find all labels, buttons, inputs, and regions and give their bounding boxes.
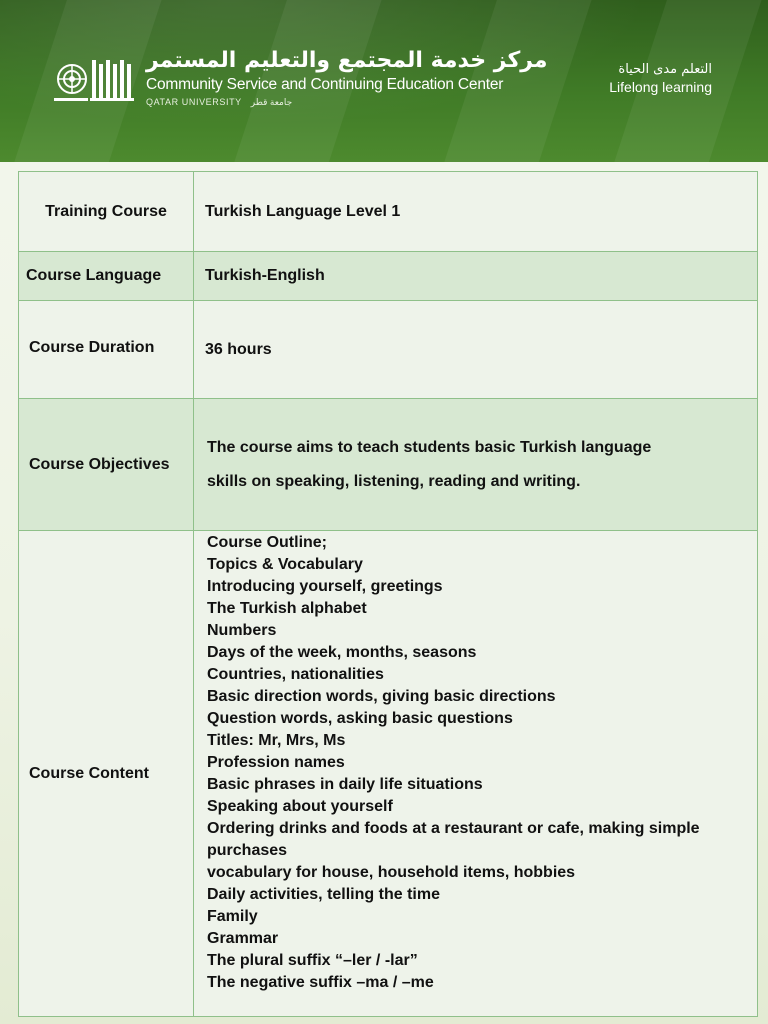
list-item: Speaking about yourself <box>207 798 393 815</box>
course-duration-value: 36 hours <box>205 341 272 358</box>
list-item: Grammar <box>207 930 279 947</box>
center-title-arabic: مركز خدمة المجتمع والتعليم المستمر <box>146 48 548 73</box>
table-row-course-duration <box>19 301 758 399</box>
university-name-english: QATAR UNIVERSITY <box>146 97 242 107</box>
list-item: Basic direction words, giving basic directions <box>207 688 556 705</box>
center-title-english: Community Service and Continuing Education Center <box>146 76 504 93</box>
list-item: Daily activities, telling the time <box>207 886 440 903</box>
tagline-arabic: التعلم مدى الحياة <box>618 62 712 77</box>
course-content-label: Course Content <box>29 764 149 782</box>
list-item: Numbers <box>207 622 277 639</box>
list-item: vocabulary for house, household items, hobbies <box>207 864 576 881</box>
table-row-course-objectives <box>19 399 758 531</box>
university-name-arabic: جامعة قطر <box>250 97 293 107</box>
list-item: Days of the week, months, seasons <box>207 644 477 661</box>
objectives-line: skills on speaking, listening, reading and writing. <box>207 472 581 490</box>
list-item: Course Outline; <box>207 534 328 551</box>
table-row-training-course <box>19 172 758 252</box>
list-item: The negative suffix –ma / –me <box>207 974 434 991</box>
table-row-course-content <box>19 531 758 1017</box>
course-info-table <box>18 171 758 1017</box>
university-emblem-icon <box>52 54 138 104</box>
table-row-course-language <box>19 252 758 301</box>
list-item: Countries, nationalities <box>207 666 384 683</box>
value-cell <box>194 531 758 1017</box>
list-item: Basic phrases in daily life situations <box>207 776 483 793</box>
training-course-label: Training Course <box>45 202 167 220</box>
list-item: Family <box>207 908 258 925</box>
list-item: Ordering drinks and foods at a restaurant or cafe, making simple purchases <box>207 820 700 859</box>
list-item: The plural suffix “–ler / -lar” <box>207 952 418 969</box>
label-cell <box>19 252 194 301</box>
list-item: Profession names <box>207 754 345 771</box>
label-cell <box>19 301 194 399</box>
tagline-english: Lifelong learning <box>609 79 712 95</box>
training-course-value: Turkish Language Level 1 <box>205 202 401 220</box>
header-banner <box>0 0 768 162</box>
list-item: Topics & Vocabulary <box>207 556 363 573</box>
label-cell <box>19 172 194 252</box>
course-language-label: Course Language <box>26 267 162 284</box>
course-duration-label: Course Duration <box>29 339 155 356</box>
value-cell <box>194 301 758 399</box>
label-cell <box>19 531 194 1017</box>
value-cell <box>194 252 758 301</box>
list-item: The Turkish alphabet <box>207 600 367 617</box>
list-item: Titles: Mr, Mrs, Ms <box>207 732 346 749</box>
value-cell <box>194 172 758 252</box>
course-objectives-label: Course Objectives <box>29 455 170 473</box>
list-item: Question words, asking basic questions <box>207 710 513 727</box>
list-item: Introducing yourself, greetings <box>207 578 443 595</box>
objectives-line: The course aims to teach students basic Turkish language <box>207 438 652 456</box>
label-cell <box>19 399 194 531</box>
university-name <box>146 97 292 108</box>
course-content-list <box>195 532 756 994</box>
course-language-value: Turkish-English <box>205 267 325 284</box>
value-cell <box>194 399 758 531</box>
